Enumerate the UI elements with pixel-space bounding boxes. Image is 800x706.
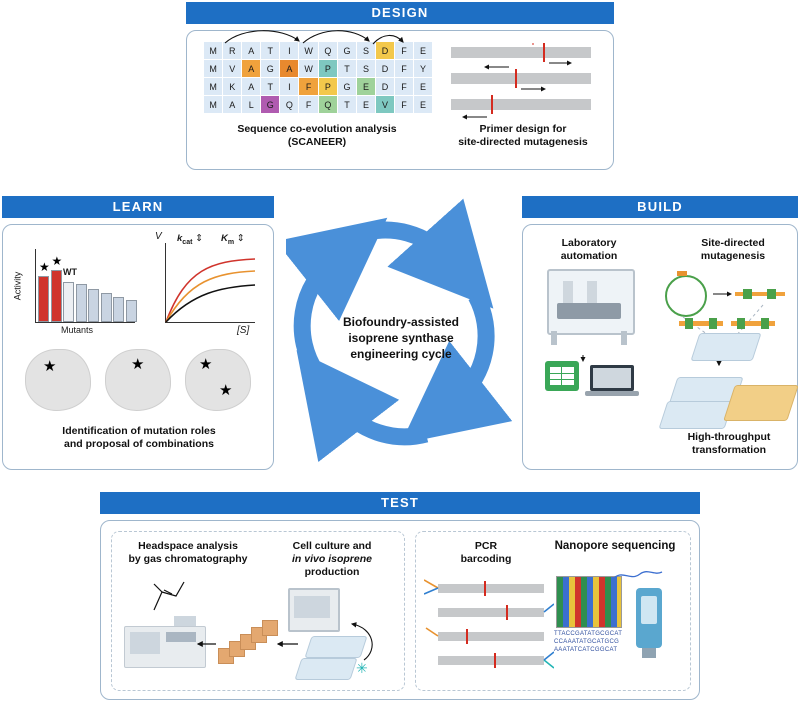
residue-cell: T [337,60,356,78]
residue-cell: E [413,78,432,96]
residue-cell: E [357,78,376,96]
build-left-caption: Laboratory automation [560,237,618,262]
coevolution-arrows [203,29,433,47]
test-header: TEST [100,492,700,514]
colony-plate [723,385,799,421]
sequence-row [204,78,433,96]
activity-axis-label: Activity [12,271,23,301]
sequence-grid [203,41,433,114]
build-header: BUILD [522,196,798,218]
residue-cell: E [413,96,432,114]
residue-cell: G [337,42,356,60]
residue-cell: G [337,78,356,96]
residue-cell: A [242,78,261,96]
learn-header: LEARN [2,196,274,218]
residue-cell: F [395,60,414,78]
residue-cell: A [242,42,261,60]
design-right-caption: Primer design for site-directed mutagenesis [458,123,588,148]
wt-label: WT [63,267,77,277]
residue-cell: K [223,78,242,96]
activity-bar [63,282,74,322]
sequence-row [204,96,433,114]
residue-cell: A [223,96,242,114]
residue-cell: M [204,96,223,114]
residue-cell: T [261,78,280,96]
top-variant-star: ★ [51,254,63,268]
build-section [522,196,798,472]
activity-bar [88,289,99,322]
residue-cell: V [376,96,395,114]
mutants-axis-label: Mutants [61,325,94,335]
residue-cell: D [376,78,395,96]
residue-cell: M [204,60,223,78]
residue-cell: E [413,42,432,60]
cycle-diagram [286,196,516,472]
cell-culture-caption: Cell culture and in vivo isoprene production [292,540,372,578]
residue-cell: W [299,60,318,78]
residue-cell: Q [280,96,299,114]
sequence-row [204,60,433,78]
protein-blob [25,349,91,411]
design-section [186,2,614,172]
protein-blob [185,349,251,411]
mutation-star: ★ [131,356,145,373]
barcode-strips [679,317,789,333]
microplate [658,401,733,429]
residue-cell: P [318,60,337,78]
kcat-label: $k_{cat}$ ⇕ [177,233,204,246]
primer-arrows-3 [445,43,603,123]
pcr-barcoding-caption: PCR barcoding [460,540,512,565]
bars-container [38,237,138,323]
nanopore-strand [416,532,692,692]
residue-cell: Q [318,42,337,60]
activity-bar-chart [12,237,137,337]
mutation-star: ★ [219,382,233,399]
residue-cell: D [376,42,395,60]
build-body [522,224,798,470]
residue-cell: W [299,42,318,60]
design-body [186,30,614,170]
residue-cell: Y [413,60,432,78]
cycle-center-label: Biofoundry-assisted isoprene synthase engineering cycle [342,315,459,361]
residue-cell: Q [318,96,337,114]
test-left-group [111,531,405,691]
isoprene-marker-icon: ✳ [356,660,368,676]
residue-cell: T [337,96,356,114]
residue-cell: P [318,78,337,96]
residue-cell: F [395,42,414,60]
microplate [690,333,761,361]
activity-bar [101,293,112,322]
velocity-axis-label: V [155,231,162,242]
build-bottom-caption: High-throughput transformation [687,431,771,456]
residue-cell: S [357,60,376,78]
build-right-caption: Site-directed mutagenesis [700,237,766,262]
residue-cell: A [280,60,299,78]
residue-cell: T [261,42,280,60]
design-left-caption: Sequence co-evolution analysis (SCANEER) [237,123,397,148]
residue-cell: S [357,42,376,60]
activity-bar [113,297,124,322]
residue-cell: I [280,78,299,96]
read-sequences: TTACCGATATGCGCAT CCAAATATGCATGCG AAATATCATCGGCAT [554,631,623,653]
sequence-alignment [203,41,433,113]
learn-section [2,196,274,472]
residue-cell: G [261,60,280,78]
activity-bar [76,284,87,322]
nanopore-caption: Nanopore sequencing [554,540,676,552]
learn-caption: Identification of mutation roles and proposal of combinations [62,425,216,450]
headspace-caption: Headspace analysis by gas chromatography [128,540,248,565]
km-label: $K_m$ ⇕ [221,233,245,246]
mutation-star: ★ [43,358,57,375]
activity-bar [38,276,49,322]
residue-cell: M [204,42,223,60]
residue-cell: D [376,60,395,78]
protein-structures [21,345,257,417]
residue-cell: F [395,78,414,96]
residue-cell: G [261,96,280,114]
residue-cell: M [204,78,223,96]
residue-cell: A [242,60,261,78]
residue-cell: R [223,42,242,60]
substrate-axis-label: [S] [237,325,250,336]
learn-body [2,224,274,470]
test-section [100,492,700,702]
residue-cell: E [357,96,376,114]
activity-bar [51,270,62,322]
top-variant-star: ★ [39,260,50,274]
residue-cell: F [395,96,414,114]
primer-design-graphic [445,43,603,117]
kinetics-curves [151,237,263,337]
residue-cell: L [242,96,261,114]
test-right-group [415,531,691,691]
residue-cell: F [299,78,318,96]
activity-bar [126,300,137,322]
residue-cell: I [280,42,299,60]
y-axis [35,249,36,323]
residue-cell: F [299,96,318,114]
test-left-arrows [112,532,406,692]
design-header: DESIGN [186,2,614,24]
mutation-star: ★ [199,356,213,373]
test-body [100,520,700,700]
residue-cell: V [223,60,242,78]
kinetics-plot [151,231,263,337]
